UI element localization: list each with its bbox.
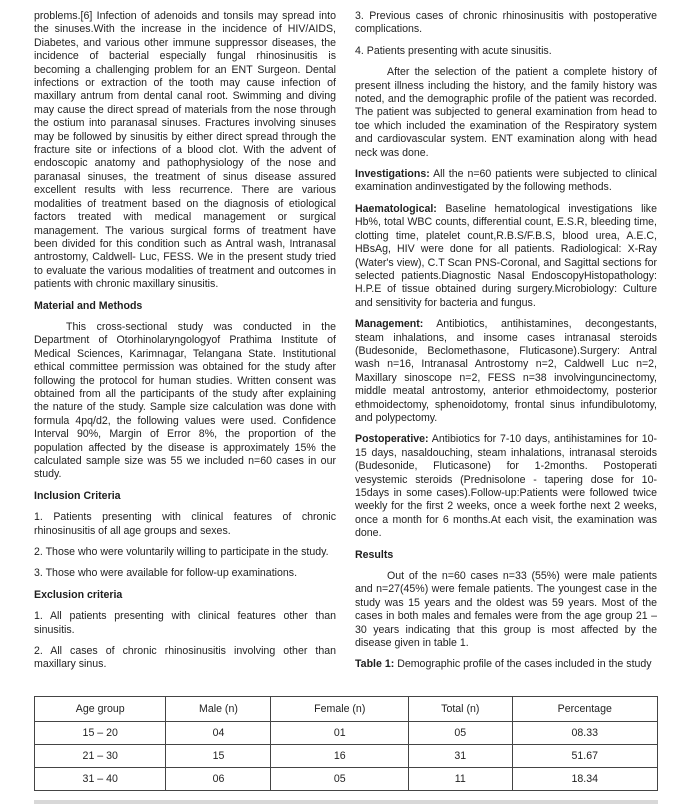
table-header-row (35, 697, 658, 722)
table-header-cell: Male (n) (166, 697, 271, 722)
haematological-label: Haematological: (355, 202, 437, 215)
table-cell: 21 – 30 (35, 745, 166, 768)
investigations-text: All the n=60 patients were subjected to clinical examination andinvestigated by the following methods. (355, 168, 657, 194)
inclusion-heading: Inclusion Criteria (34, 489, 121, 502)
table-row (35, 722, 658, 745)
table-cell: 18.34 (512, 768, 657, 791)
methods-paragraph: This cross-sectional study was conducted in the Department of Otorhinolaryngologyof Prathima Institute of Medical Sciences, Karimnagar, Telangana State. Institutional ethical committee permission was obtained for the study after following the protocol for human studies. Written consent was obtained from all the participants of the study after explaining the nature of the study. Sample size calculation was done with formula 4pq/d2, the following values were used. Confidence Interval 90%, Margin of Error 8%, the proportion of the population affected by the disease is approximately 15% the calculated sample size was 55 we included n=60 cases in our study. (34, 320, 336, 481)
table-cell: 05 (271, 768, 409, 791)
page-bottom-rule (34, 800, 658, 804)
table-cell: 11 (409, 768, 513, 791)
table-row (35, 768, 658, 791)
management-label: Management: (355, 318, 424, 331)
exclusion-item: 2. All cases of chronic rhinosinusitis involving other than maxillary sinus. (34, 645, 336, 671)
table-caption-label: Table 1: (355, 658, 395, 671)
table-cell: 05 (409, 722, 513, 745)
table-cell: 01 (271, 722, 409, 745)
results-paragraph: Out of the n=60 cases n=33 (55%) were male patients and n=27(45%) were female patients. The youngest case in the study was 15 years and the oldest was 59 years. Most of the cases in both males and females were from the age group 21 – 30 years indicating that this group is most affected by the disease given in table 1. (355, 570, 657, 650)
table-cell: 06 (166, 768, 271, 791)
exclusion-item: 3. Previous cases of chronic rhinosinusitis with postoperative complications. (355, 10, 657, 36)
management-paragraph (355, 318, 657, 425)
methods-heading: Material and Methods (34, 299, 143, 312)
postoperative-paragraph (355, 433, 657, 540)
management-text: Antibiotics, antihistamines, decongestants, steam inhalations, and insome cases intranasal steroids (Budesonide, Beclomethasone, Fluticasone).Surgery: Antral wash n=16, Intranasal Antrostomy n=2, Caldwell Luc n=2, Maxillary sinoscope n=2, FESS n=38 involvinguncinectomy, middle meatal antrostomy, anterior ethmoidectomy, posterior ethmoidectomy, sphenoidotomy, frontal sinus infundibulotomy, and polypectomy. (355, 318, 657, 424)
investigations-paragraph (355, 168, 657, 195)
postoperative-label: Postoperative: (355, 433, 429, 446)
inclusion-item: 1. Patients presenting with clinical features of chronic rhinosinusitis of all age groups and sexes. (34, 511, 336, 537)
table-caption (355, 658, 657, 671)
intro-paragraph: problems.[6] Infection of adenoids and tonsils may spread into the sinuses.With the increase in the incidence of HIV/AIDS, Diabetes, and various other immune suppressor diseases, the incidence of bacterial especially fungal rhinosinusitis is becoming a challenging problem for an ENT Surgeon. Dental infections or extraction of the tooth may cause infection of maxillary antrum from dental canal root. Swimming and diving may cause the direct spread of materials from the nose through the ostium into paranasal sinuses. Fractures involving sinuses may be followed by sinusitis by either direct spread through the fracture site or infections of a blood clot. With the advent of endoscopic anatomy and pathophysiology of the nose and paranasal sinuses, the treatment of sinus disease assured excellent results with less recurrence. There are various modalities of treatment based on the diagnosis of etiological factors treated with medical management or surgical management. The various surgical forms of treatment have been divided for this condition such as Antral wash, Intranasal antrostomy, Caldwell- Luc, FESS. We in the present study tried to evaluate the various modalities of treatment and outcomes in patients with chronic maxillary sinusitis. (34, 10, 336, 291)
table-cell: 31 (409, 745, 513, 768)
table-cell: 15 (166, 745, 271, 768)
exclusion-heading: Exclusion criteria (34, 588, 123, 601)
history-paragraph: After the selection of the patient a complete history of present illness including the history, and the family history was noted, and the demographic profile of the patient was recorded. The patient was subjected to general examination from head to toe which included the examination of the Respiratory system and cardiovascular system. ENT examination along with head neck was done. (355, 66, 657, 159)
table-header-cell: Age group (35, 697, 166, 722)
table-header-cell: Female (n) (271, 697, 409, 722)
table-cell: 16 (271, 745, 409, 768)
inclusion-item: 2. Those who were voluntarily willing to participate in the study. (34, 546, 329, 559)
demographic-table (34, 696, 658, 791)
table-cell: 08.33 (512, 722, 657, 745)
table-header-cell: Percentage (512, 697, 657, 722)
results-heading: Results (355, 548, 394, 561)
haematological-text: Baseline hematological investigations like Hb%, total WBC counts, differential count, E.S.R, bleeding time, clotting time, platelet count,R.B.S/F.B.S, blood urea, A.E.C, HBsAg, HIV were done for all patients. Radiological: X-Ray (Water's view), C.T Scan PNS-Coronal, and Sagittal sections for selected patients.Diagnostic Nasal EndoscopyHistopathology: H.P.E of tissue obtained during surgery.Microbiology: Culture and sensitivity for bacteria and fungus. (355, 202, 657, 309)
table-cell: 51.67 (512, 745, 657, 768)
table-caption-text: Demographic profile of the cases included in the study (394, 658, 652, 671)
investigations-label: Investigations: (355, 168, 430, 181)
table-cell: 31 – 40 (35, 768, 166, 791)
exclusion-item: 4. Patients presenting with acute sinusitis. (355, 44, 552, 57)
table-cell: 15 – 20 (35, 722, 166, 745)
exclusion-item: 1. All patients presenting with clinical features other than sinusitis. (34, 610, 336, 636)
left-column (34, 10, 336, 680)
table-header-cell: Total (n) (409, 697, 513, 722)
inclusion-item: 3. Those who were available for follow-up examinations. (34, 567, 298, 580)
table-cell: 04 (166, 722, 271, 745)
right-column (355, 10, 657, 680)
postoperative-text: Antibiotics for 7-10 days, antihistamines for 10-15 days, nasaldouching, steam inhalations, intranasal steroids (Budesonide, Fluticasone) for 1-2months. Postoperati vesystemic steroids (Prednisolone - tapering dose for 10-15days in some cases).Follow-up:Patients were followed twice weekly for the first 2 weeks, once a week forthe next 2 weeks, once a month for 6 months.At each visit, the examination was done. (355, 433, 657, 540)
haematological-paragraph (355, 203, 657, 310)
table-row (35, 745, 658, 768)
